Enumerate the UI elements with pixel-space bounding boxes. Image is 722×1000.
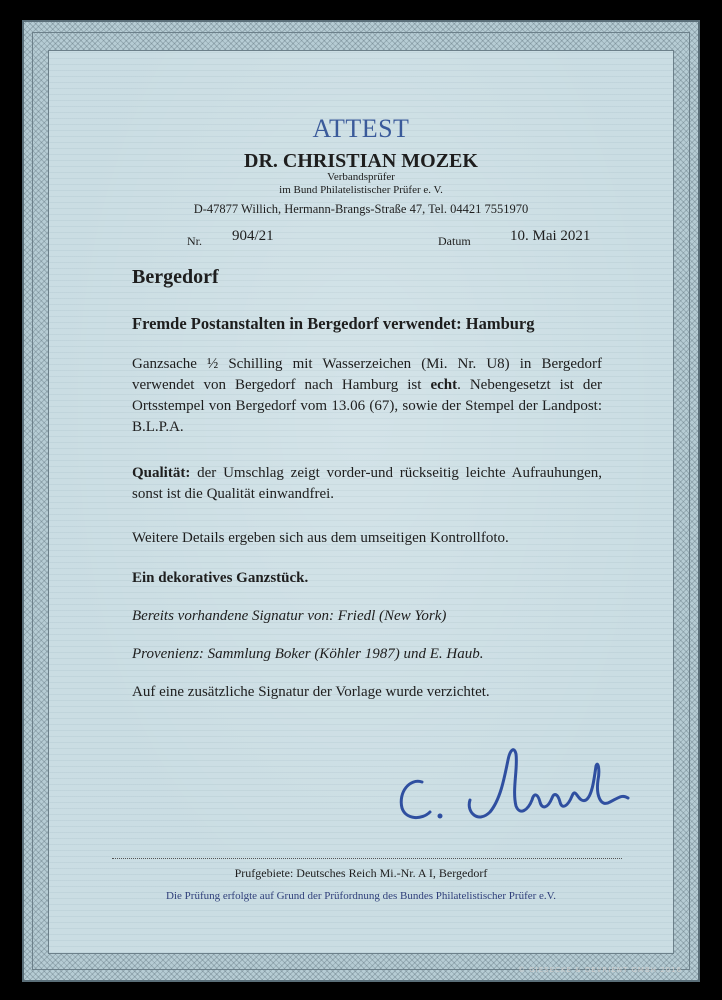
examination-rules-note: Die Prüfung erfolgte auf Grund der Prüfordnung des Bundes Philatelistischer Prüfer e.V.	[166, 890, 556, 902]
handwritten-signature	[382, 720, 642, 840]
certificate-number: 904/21	[232, 228, 274, 244]
existing-signature-note: Bereits vorhandene Signatur von: Friedl (New York)	[132, 608, 447, 624]
section-title: Bergedorf	[132, 266, 219, 288]
quality-paragraph	[132, 463, 602, 505]
quality-label: Qualität:	[132, 465, 191, 481]
description-text-1: Ganzsache ½ Schilling mit Wasserzeichen (Mi. Nr. U8) in Bergedorf verwendet von Bergedorf nach Hamburg ist	[132, 356, 602, 393]
examiner-role: Verbandsprüfer	[327, 171, 395, 183]
decorative-note: Ein dekoratives Ganzstück.	[132, 570, 309, 586]
description-text-2: . Nebengesetzt ist der Ortsstempel von Bergedorf vom 13.06 (67), sowie der Stempel der Landpost: B.L.P.A.	[132, 377, 602, 435]
date-label: Datum	[438, 234, 471, 248]
examiner-address: D-47877 Willich, Hermann-Brangs-Straße 47, Tel. 04421 7551970	[193, 202, 529, 216]
genuine-verdict: echt	[430, 377, 458, 393]
description-paragraph	[132, 354, 602, 438]
details-note: Weitere Details ergeben sich aus dem umseitigen Kontrollfoto.	[132, 530, 509, 546]
examination-areas: Prufgebiete: Deutsches Reich Mi.-Nr. A I, Bergedorf	[234, 866, 488, 880]
certificate-title: ATTEST	[312, 114, 410, 143]
examiner-name: DR. CHRISTIAN MOZEK	[244, 150, 478, 172]
section-heading: Fremde Postanstalten in Bergedorf verwendet: Hamburg	[132, 314, 535, 333]
certificate-page	[22, 20, 700, 982]
certificate-date: 10. Mai 2021	[510, 228, 591, 244]
certificate-number-label: Nr.	[187, 234, 202, 248]
copyright-notice: © GIESECKE & DEVRIENT GMBH 2016	[518, 966, 683, 974]
signature-line	[112, 858, 622, 859]
quality-text: der Umschlag zeigt vorder-und rückseitig leichte Aufrauhungen, sonst ist die Qualität einwandfrei.	[132, 465, 602, 502]
examiner-association: im Bund Philatelistischer Prüfer e. V.	[279, 184, 443, 196]
provenance-note: Provenienz: Sammlung Boker (Köhler 1987) und E. Haub.	[132, 646, 484, 662]
signature-waiver-note: Auf eine zusätzliche Signatur der Vorlage wurde verzichtet.	[132, 684, 490, 700]
